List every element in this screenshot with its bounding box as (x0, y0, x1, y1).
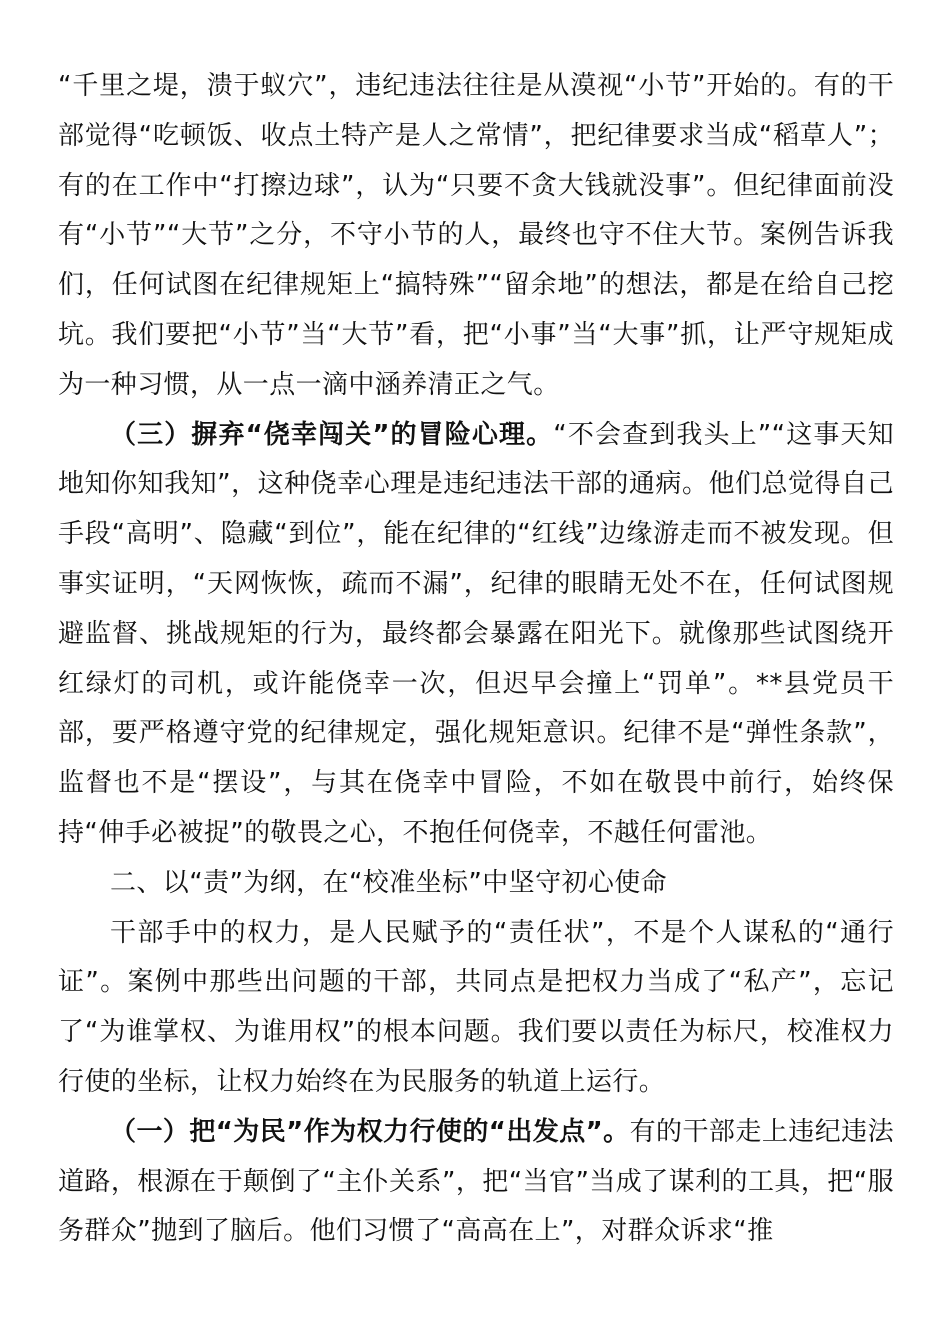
subheading-three: （三）摒弃“侥幸闯关”的冒险心理。 (110, 419, 554, 450)
heading-text: 二、以“责”为纲，在“校准坐标”中坚守初心使命 (110, 867, 668, 898)
subheading-one: （一）把“为民”作为权力行使的“出发点”。 (110, 1116, 630, 1147)
paragraph-text: “不会查到我头上”“这事天知地知你知我知”，这种侥幸心理是违纪违法干部的通病。他们总觉得自己手段“高明”、隐藏“到位”，能在纪律的“红线”边缘游走而不被发现。但事实证明，“天网恢恢，疏而不漏”，纪律的眼睛无处不在，任何试图规避监督、挑战规矩的行为，最终都会暴露在阳光下。就像那些试图绕开红绿灯的司机，或许能侥幸一次，但迟早会撞上“罚单”。**县党员干部，要严格遵守党的纪律规定，强化规矩意识。纪律不是“弹性条款”，监督也不是“摆设”，与其在侥幸中冒险，不如在敬畏中前行，始终保持“伸手必被捉”的敬畏之心，不抱任何侥幸，不越任何雷池。 (58, 419, 894, 848)
paragraph-text: “千里之堤，溃于蚁穴”，违纪违法往往是从漠视“小节”开始的。有的干部觉得“吃顿饭、收点土特产是人之常情”，把纪律要求当成“稻草人”；有的在工作中“打擦边球”，认为“只要不贪大钱就没事”。但纪律面前没有“小节”“大节”之分，不守小节的人，最终也守不住大节。案例告诉我们，任何试图在纪律规矩上“搞特殊”“留余地”的想法，都是在给自己挖坑。我们要把“小节”当“大节”看，把“小事”当“大事”抓，让严守规矩成为一种习惯，从一点一滴中涵养清正之气。 (58, 71, 894, 400)
paragraph-luck-mentality (58, 411, 894, 859)
paragraph-text: 干部手中的权力，是人民赋予的“责任状”，不是个人谋私的“通行证”。案例中那些出问题的干部，共同点是把权力当成了“私产”，忘记了“为谁掌权、为谁用权”的根本问题。我们要以责任为标尺，校准权力行使的坐标，让权力始终在为民服务的轨道上运行。 (58, 917, 894, 1097)
paragraph-power-responsibility (58, 909, 894, 1108)
document-page (58, 62, 894, 1257)
section-heading-two (58, 859, 894, 909)
paragraph-small-details (58, 62, 894, 411)
paragraph-serve-people (58, 1108, 894, 1257)
paragraph-text: 有的干部走上违纪违法道路，根源在于颠倒了“主仆关系”，把“当官”当成了谋利的工具，把“服务群众”抛到了脑后。他们习惯了“高高在上”，对群众诉求“推 (58, 1116, 894, 1247)
